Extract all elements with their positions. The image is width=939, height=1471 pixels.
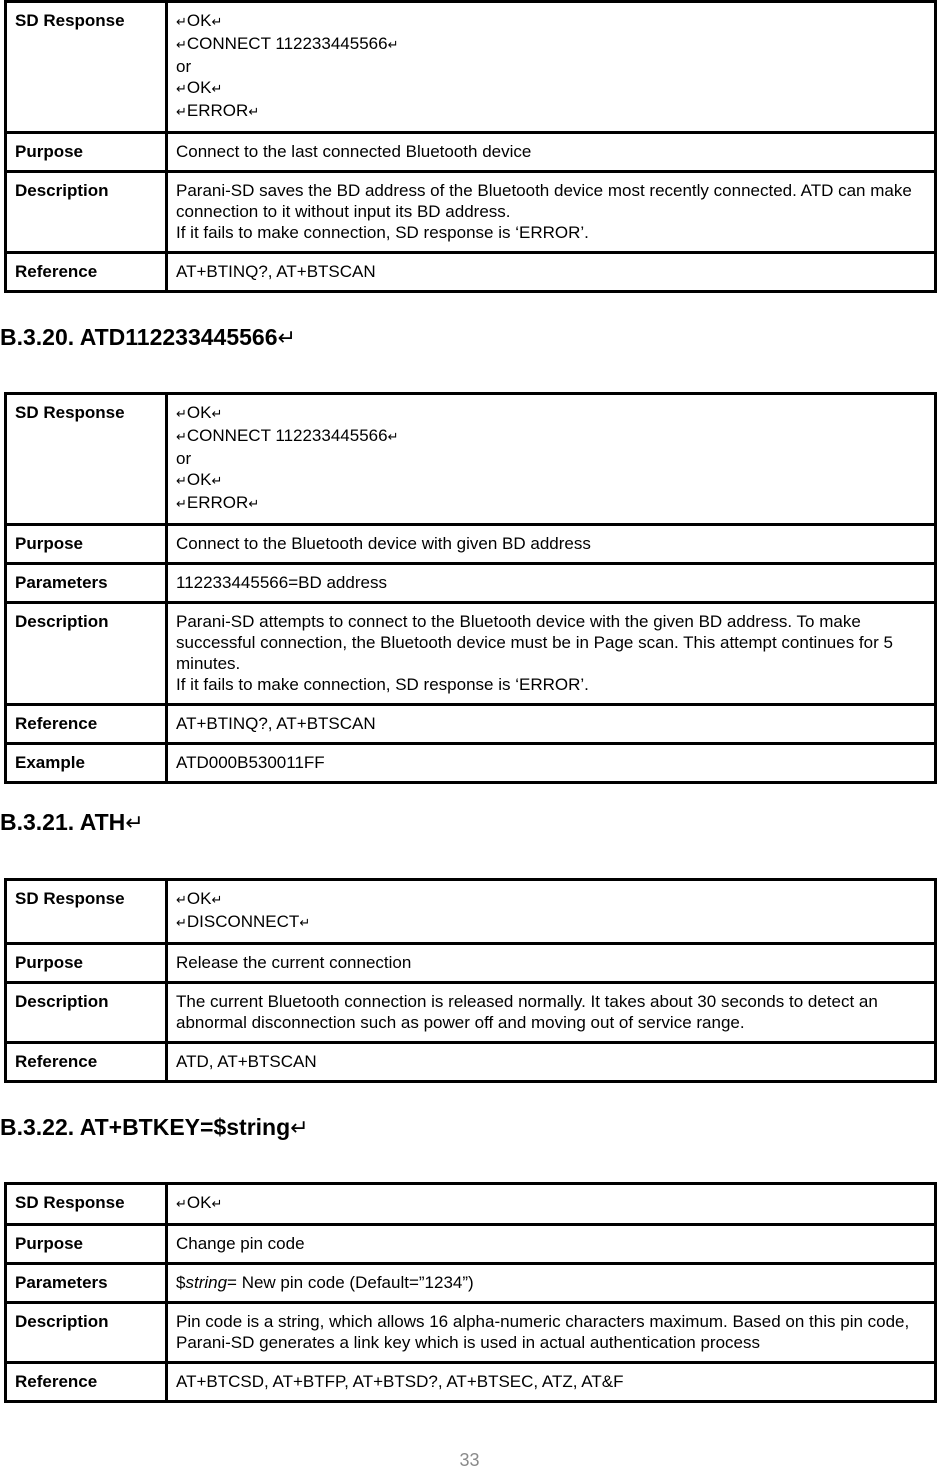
- atd-command-table: [4, 0, 937, 293]
- atd-address-command-table: [4, 392, 937, 784]
- reference-value: AT+BTINQ?, AT+BTSCAN: [167, 253, 936, 292]
- table-row: [6, 1264, 936, 1303]
- sd-response-value: [167, 1184, 936, 1225]
- parameters-value: 112233445566=BD address: [167, 564, 936, 603]
- response-line: ↵DISCONNECT↵: [176, 912, 311, 931]
- sd-response-label: SD Response: [6, 394, 167, 525]
- purpose-label: Purpose: [6, 944, 167, 983]
- table-row: [6, 1303, 936, 1363]
- sd-response-value: [167, 880, 936, 944]
- table-row: [6, 525, 936, 564]
- response-line: or: [176, 57, 192, 76]
- response-line: or: [176, 449, 192, 468]
- description-value: Pin code is a string, which allows 16 alpha-numeric characters maximum. Based on this pin code, Parani-SD generates a link key which is used in actual authentication process: [167, 1303, 936, 1363]
- table-row: [6, 2, 936, 133]
- response-line: ↵CONNECT 112233445566↵: [176, 34, 399, 53]
- table-row: [6, 1225, 936, 1264]
- sd-response-value: [167, 2, 936, 133]
- return-icon: ↵: [290, 1116, 309, 1141]
- btkey-command-table: [4, 1182, 937, 1403]
- sd-response-label: SD Response: [6, 2, 167, 133]
- return-icon: ↵: [277, 326, 296, 351]
- description-value: Parani-SD saves the BD address of the Bluetooth device most recently connected. ATD can make connection to it without input its BD address. If it fails to make connection, SD response is ‘ERROR’.: [167, 172, 936, 253]
- page-number: 33: [459, 1450, 480, 1470]
- reference-value: ATD, AT+BTSCAN: [167, 1043, 936, 1082]
- table-row: [6, 133, 936, 172]
- parameters-label: Parameters: [6, 564, 167, 603]
- purpose-value: Connect to the Bluetooth device with given BD address: [167, 525, 936, 564]
- section-heading-b3-21: B.3.21. ATH↵: [0, 809, 144, 836]
- table-row: [6, 944, 936, 983]
- purpose-label: Purpose: [6, 525, 167, 564]
- reference-label: Reference: [6, 1043, 167, 1082]
- parameters-value: $string= New pin code (Default=”1234”): [167, 1264, 936, 1303]
- example-label: Example: [6, 744, 167, 783]
- section-heading-b3-22: B.3.22. AT+BTKEY=$string↵: [0, 1114, 309, 1141]
- description-label: Description: [6, 983, 167, 1043]
- table-row: [6, 983, 936, 1043]
- description-value: The current Bluetooth connection is released normally. It takes about 30 seconds to detect an abnormal disconnection such as power off and moving out of service range.: [167, 983, 936, 1043]
- table-row: [6, 564, 936, 603]
- purpose-value: Change pin code: [167, 1225, 936, 1264]
- purpose-label: Purpose: [6, 133, 167, 172]
- return-icon: ↵: [125, 811, 144, 836]
- table-row: [6, 1043, 936, 1082]
- purpose-label: Purpose: [6, 1225, 167, 1264]
- table-row: [6, 253, 936, 292]
- table-row: [6, 1184, 936, 1225]
- table-row: [6, 880, 936, 944]
- sd-response-label: SD Response: [6, 1184, 167, 1225]
- sd-response-label: SD Response: [6, 880, 167, 944]
- parameters-label: Parameters: [6, 1264, 167, 1303]
- table-row: [6, 744, 936, 783]
- table-row: [6, 603, 936, 705]
- purpose-value: Connect to the last connected Bluetooth device: [167, 133, 936, 172]
- description-label: Description: [6, 603, 167, 705]
- response-line: ↵ERROR↵: [176, 493, 260, 512]
- description-value: Parani-SD attempts to connect to the Bluetooth device with the given BD address. To make successful connection, the Bluetooth device must be in Page scan. This attempt continues for 5 minutes. If it fails to make connection, SD response is ‘ERROR’.: [167, 603, 936, 705]
- purpose-value: Release the current connection: [167, 944, 936, 983]
- ath-command-table: [4, 878, 937, 1083]
- response-line: ↵OK↵: [176, 889, 223, 908]
- description-label: Description: [6, 1303, 167, 1363]
- section-heading-b3-20: B.3.20. ATD112233445566↵: [0, 324, 296, 351]
- table-row: [6, 1363, 936, 1402]
- sd-response-value: [167, 394, 936, 525]
- response-line: ↵OK↵: [176, 11, 223, 30]
- table-row: [6, 394, 936, 525]
- reference-label: Reference: [6, 705, 167, 744]
- reference-value: AT+BTINQ?, AT+BTSCAN: [167, 705, 936, 744]
- reference-value: AT+BTCSD, AT+BTFP, AT+BTSD?, AT+BTSEC, ATZ, AT&F: [167, 1363, 936, 1402]
- response-line: ↵OK↵: [176, 1193, 223, 1212]
- response-line: ↵OK↵: [176, 470, 223, 489]
- response-line: ↵ERROR↵: [176, 101, 260, 120]
- reference-label: Reference: [6, 253, 167, 292]
- table-row: [6, 705, 936, 744]
- description-label: Description: [6, 172, 167, 253]
- response-line: ↵CONNECT 112233445566↵: [176, 426, 399, 445]
- response-line: ↵OK↵: [176, 78, 223, 97]
- reference-label: Reference: [6, 1363, 167, 1402]
- response-line: ↵OK↵: [176, 403, 223, 422]
- example-value: ATD000B530011FF: [167, 744, 936, 783]
- table-row: [6, 172, 936, 253]
